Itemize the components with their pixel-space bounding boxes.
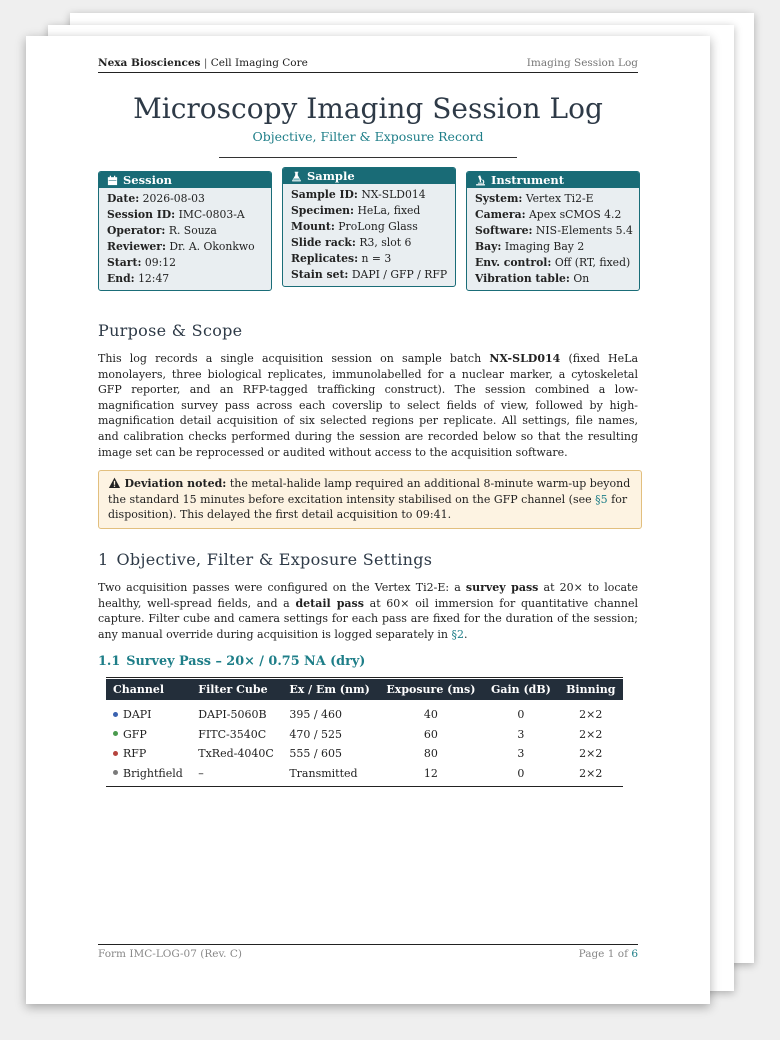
deviation-callout: Deviation noted: the metal-halide lamp required an additional 8-minute warm-up beyond the standard 15 minutes before excitation intensity stabilised on the GFP channel (see §5 for disposition). This delayed the first detail acquisition to 09:41. — [98, 470, 642, 529]
sample-replicates: Replicates: n = 3 — [291, 252, 392, 265]
section-5-link[interactable]: §5 — [595, 492, 608, 506]
sample-stain-set: Stain set: DAPI / GFP / RFP — [291, 268, 448, 281]
cell-binning: 2×2 — [579, 708, 603, 722]
col-binning: Binning — [559, 679, 623, 700]
table-row — [106, 744, 623, 764]
col-ex-em: Ex / Em (nm) — [282, 679, 378, 700]
session-id: Session ID: IMC-0803-A — [107, 208, 245, 221]
section-1-paragraph: Two acquisition passes were configured on the Vertex Ti2-E: a survey pass at 20× to locate healthy, well-spread fields, and a detail pass at 60× oil immersion for quantitative channel capture. Filter cube and camera settings for each pass are fixed for the duration of the session; any manual override during acquisition is logged separately in §2. — [98, 581, 638, 641]
section-2-link[interactable]: §2 — [451, 627, 464, 641]
channel-color-dot — [113, 751, 118, 756]
cell-channel: GFP — [106, 725, 191, 745]
sample-slide-rack: Slide rack: R3, slot 6 — [291, 236, 412, 249]
instrument-vibration-table: Vibration table: On — [475, 272, 590, 285]
cell-channel: Brightfield — [106, 764, 191, 787]
subsection-1-1-heading: 1.1 Survey Pass – 20× / 0.75 NA (dry) — [98, 654, 366, 669]
cell-binning: 2×2 — [579, 727, 603, 741]
channel-color-dot — [113, 731, 118, 736]
cell-binning: 2×2 — [579, 747, 603, 761]
microscope-icon — [475, 175, 486, 186]
cell-filter-cube: DAPI-5060B — [198, 708, 267, 722]
instrument-bay: Bay: Imaging Bay 2 — [475, 240, 585, 253]
instrument-software: Software: NIS-Elements 5.4 — [475, 224, 633, 237]
session-date: Date: 2026-08-03 — [107, 192, 205, 205]
page-subtitle: Objective, Filter & Exposure Record — [252, 129, 484, 144]
deviation-label: Deviation noted: — [124, 477, 227, 490]
cell-channel: DAPI — [106, 700, 191, 725]
session-box-header — [99, 172, 271, 188]
instrument-env-control: Env. control: Off (RT, fixed) — [475, 256, 631, 269]
col-gain: Gain (dB) — [483, 679, 558, 700]
survey-settings-table — [106, 679, 623, 787]
channel-color-dot — [113, 770, 118, 775]
brand-name: Nexa Biosciences — [98, 57, 201, 69]
cell-gain: 3 — [517, 727, 525, 741]
instrument-system: System: Vertex Ti2-E — [475, 192, 594, 205]
col-channel: Channel — [106, 679, 191, 700]
doc-label: Imaging Session Log — [526, 57, 638, 69]
unit-name: Cell Imaging Core — [210, 57, 308, 69]
table-row — [106, 725, 623, 745]
instrument-box-header — [467, 172, 639, 188]
purpose-paragraph: This log records a single acquisition session on sample batch NX-SLD014 (fixed HeLa monolayers, three biological replicates, immunolabelled for a nuclear marker, a cytoskeletal GFP reporter, and an RFP-tagged trafficking construct). The session combined a low-magnification survey pass across each coverslip to select fields of view, followed by high-magnification detail acquisition of six selected regions per replicate. All settings, file names, and calibration checks performed during the session are recorded below so that the resulting image set can be reprocessed or audited without access to the acquisition software. — [98, 352, 639, 459]
cell-exposure: 60 — [423, 727, 438, 741]
cell-exposure: 12 — [379, 764, 484, 787]
sample-box-title: Sample — [307, 169, 355, 183]
instrument-box — [466, 171, 640, 291]
page-footer — [98, 944, 638, 960]
sample-id: Sample ID: NX-SLD014 — [291, 188, 426, 201]
session-box-title: Session — [123, 173, 172, 187]
instrument-box-title: Instrument — [491, 173, 565, 187]
document-page — [26, 36, 710, 1004]
sample-box — [282, 167, 456, 287]
cell-filter-cube: FITC-3540C — [198, 727, 267, 741]
channel-color-dot — [113, 712, 118, 717]
calendar-icon — [107, 175, 118, 186]
sample-specimen: Specimen: HeLa, fixed — [291, 204, 421, 217]
cell-ex-em: 555 / 605 — [289, 747, 343, 761]
warning-icon — [108, 477, 121, 489]
table-row — [106, 700, 623, 725]
running-header — [98, 57, 638, 73]
form-id: Form IMC-LOG-07 (Rev. C) — [98, 948, 242, 960]
instrument-camera: Camera: Apex sCMOS 4.2 — [475, 208, 622, 221]
cell-binning: 2×2 — [559, 764, 623, 787]
page-title: Microscopy Imaging Session Log — [133, 92, 603, 125]
sample-mount: Mount: ProLong Glass — [291, 220, 418, 233]
page-number: Page 1 of 6 — [578, 948, 638, 960]
cell-ex-em: 395 / 460 — [289, 708, 343, 722]
cell-gain: 0 — [483, 764, 558, 787]
header-separator: | — [203, 57, 208, 69]
cell-exposure: 40 — [423, 708, 438, 722]
title-divider — [219, 157, 517, 158]
cell-ex-em: 470 / 525 — [289, 727, 343, 741]
purpose-heading: Purpose & Scope — [98, 321, 243, 340]
cell-gain: 0 — [517, 708, 525, 722]
session-end: End: 12:47 — [107, 272, 170, 285]
cell-gain: 3 — [517, 747, 525, 761]
cell-filter-cube: TxRed-4040C — [198, 747, 274, 761]
session-box — [98, 171, 272, 291]
table-row — [106, 764, 623, 787]
section-1-heading: 1 Objective, Filter & Exposure Settings — [98, 550, 433, 569]
flask-icon — [291, 171, 302, 182]
session-start: Start: 09:12 — [107, 256, 177, 269]
table-header-row — [106, 679, 623, 700]
session-operator: Operator: R. Souza — [107, 224, 217, 237]
col-filter-cube: Filter Cube — [191, 679, 282, 700]
col-exposure: Exposure (ms) — [379, 679, 484, 700]
cell-channel: RFP — [106, 744, 191, 764]
cell-ex-em: Transmitted — [282, 764, 378, 787]
sample-box-header — [283, 168, 455, 184]
cell-filter-cube: – — [191, 764, 282, 787]
session-reviewer: Reviewer: Dr. A. Okonkwo — [107, 240, 255, 253]
table-top-rule — [106, 677, 623, 678]
cell-exposure: 80 — [423, 747, 438, 761]
